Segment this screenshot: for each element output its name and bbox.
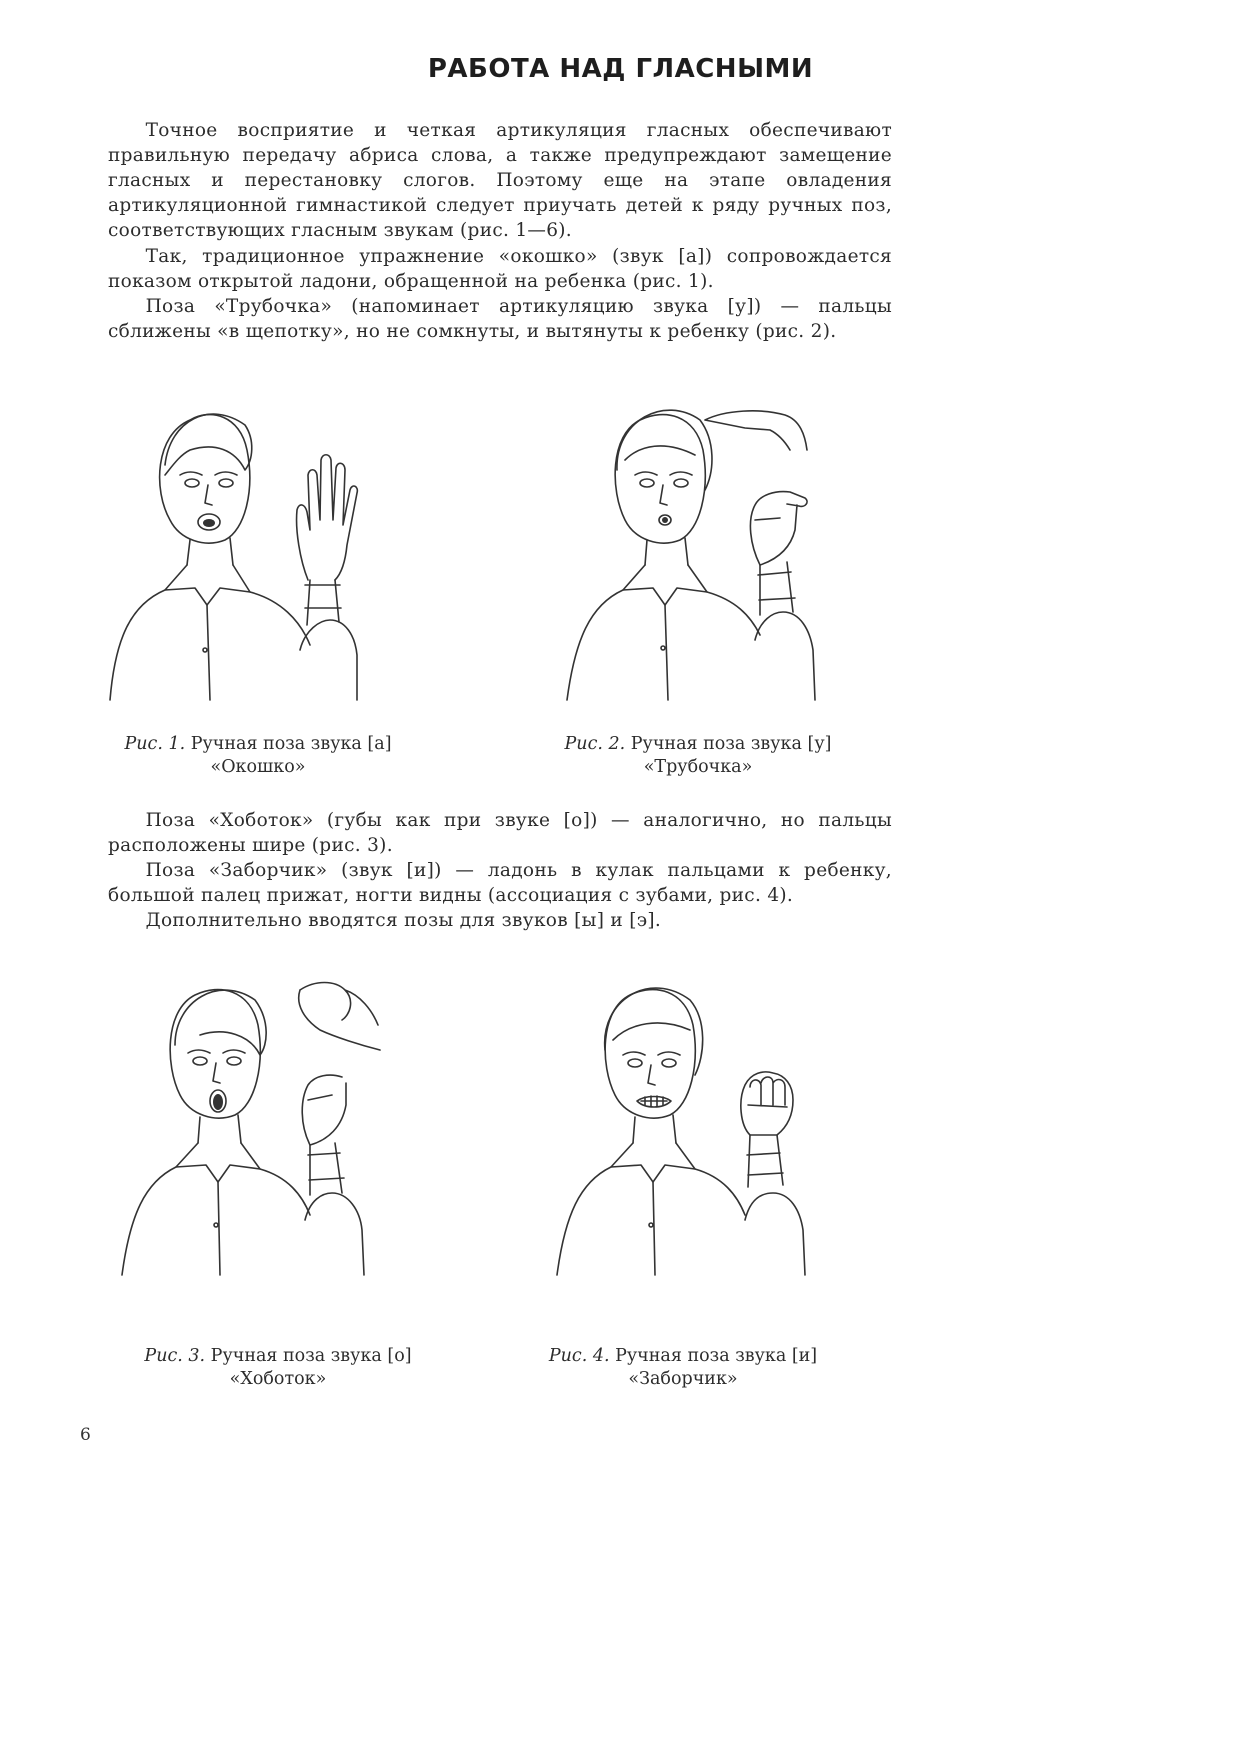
middle-paragraph-2-text: Поза «Заборчик» (звук [и]) — ладонь в кулак пальцами к ребенку, большой палец прижат, ногти видны (ассоциация с зубами, рис. 4). [108, 860, 892, 906]
figure-3-illustration [110, 975, 430, 1295]
figure-2-caption-text: Ручная поза звука [у] [630, 734, 832, 754]
figure-4-caption-text: Ручная поза звука [и] [615, 1346, 818, 1366]
figure-3-drawing [110, 975, 430, 1295]
intro-paragraph-1 [108, 118, 892, 243]
figure-2-caption [518, 733, 878, 779]
figure-2-drawing [555, 380, 875, 700]
figure-2-illustration [555, 380, 875, 700]
page-number: 6 [80, 1425, 91, 1445]
middle-paragraph-3-text: Дополнительно вводятся позы для звуков [ы] и [э]. [145, 910, 662, 931]
figure-4-caption [503, 1345, 863, 1391]
middle-paragraph-2 [108, 858, 892, 908]
intro-paragraph-2-text: Так, традиционное упражнение «окошко» (звук [а]) сопровождается показом открытой ладони, обращенной на ребенка (рис. 1). [108, 246, 892, 292]
intro-paragraph-3-text: Поза «Трубочка» (напоминает артикуляцию звука [у]) — пальцы сближены «в щепотку», но не сомкнуты, и вытянуты к ребенку (рис. 2). [108, 296, 892, 342]
middle-paragraph-1-text: Поза «Хоботок» (губы как при звуке [о]) — аналогично, но пальцы расположены шире (рис. 3). [108, 810, 892, 856]
figure-4-label: Рис. 4. [548, 1346, 610, 1366]
page-title: РАБОТА НАД ГЛАСНЫМИ [427, 54, 814, 84]
figure-2-label: Рис. 2. [564, 734, 626, 754]
figure-4-illustration [545, 975, 865, 1295]
figure-3-caption-text: Ручная поза звука [о] [210, 1346, 412, 1366]
figure-1-illustration [95, 380, 415, 700]
figure-1-pose-name: «Окошко» [210, 757, 306, 777]
intro-paragraph-1-text: Точное восприятие и четкая артикуляция гласных обеспечивают правильную передачу абриса слова, а также предупреждают замещение гласных и перестановку слогов. Поэтому еще на этапе овладения артикуляционной гимнастикой следует приучать детей к ряду ручных поз, соответствующих гласным звукам (рис. 1—6). [108, 120, 892, 241]
middle-paragraph-3 [108, 908, 892, 933]
figure-1-drawing [95, 380, 415, 700]
figure-4-drawing [545, 975, 865, 1295]
intro-paragraph-3 [108, 294, 892, 344]
middle-paragraph-1 [108, 808, 892, 858]
figure-3-caption [98, 1345, 458, 1391]
intro-paragraph-2 [108, 244, 892, 294]
figure-2-pose-name: «Трубочка» [643, 757, 753, 777]
figure-4-pose-name: «Заборчик» [628, 1369, 738, 1389]
figure-3-pose-name: «Хоботок» [229, 1369, 327, 1389]
figure-3-label: Рис. 3. [144, 1346, 206, 1366]
figure-1-caption-text: Ручная поза звука [а] [190, 734, 392, 754]
figure-1-label: Рис. 1. [124, 734, 186, 754]
figure-1-caption [78, 733, 438, 779]
